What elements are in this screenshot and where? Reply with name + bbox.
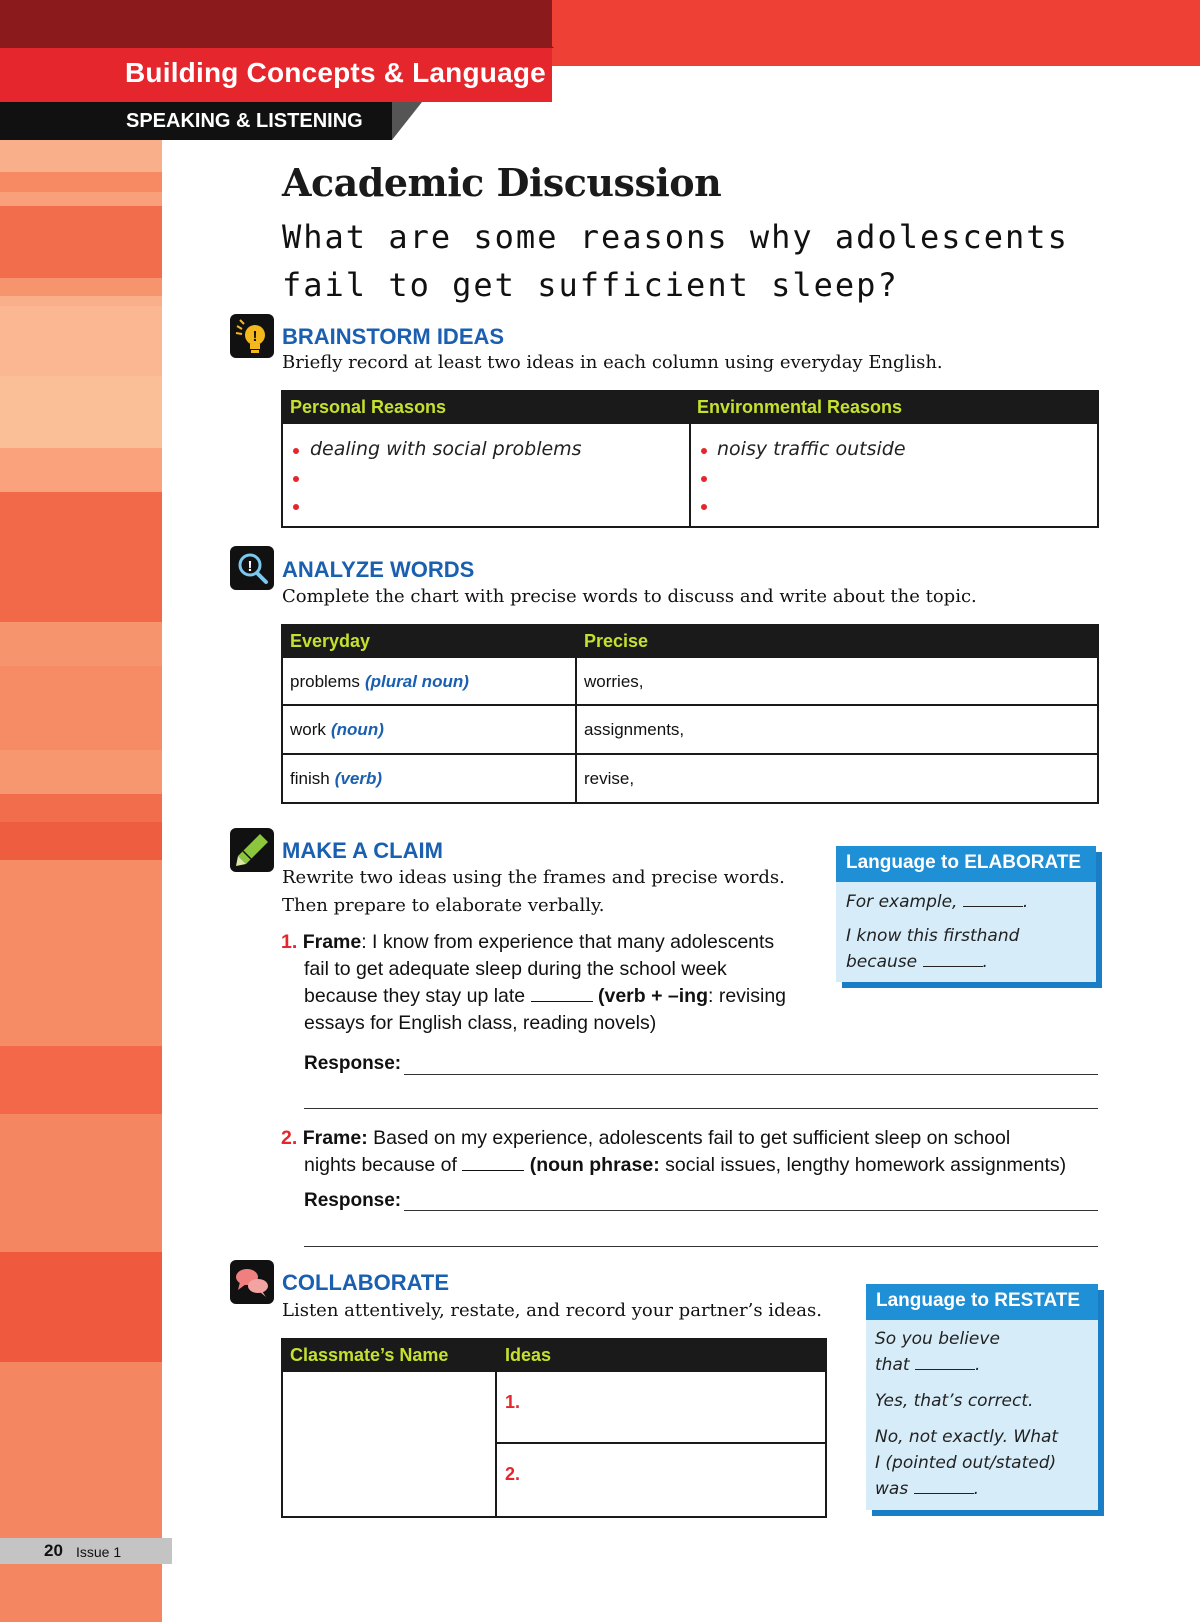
collaborate-table-header bbox=[281, 1338, 827, 1372]
magnifier-icon bbox=[230, 546, 274, 590]
collaborate-instruction: Listen attentively, restate, and record your partner’s ideas. bbox=[282, 1300, 822, 1321]
response-line[interactable] bbox=[304, 1108, 1098, 1109]
frame-2-text bbox=[281, 1152, 1101, 1179]
frame-1 bbox=[281, 929, 821, 1037]
series-title: Building Concepts & Language bbox=[125, 57, 546, 88]
frame-hint: : revising bbox=[708, 985, 787, 1007]
elaborate-box-title: Language to ELABORATE bbox=[846, 852, 1082, 873]
idea-1-label: 1. bbox=[505, 1392, 521, 1412]
part-of-speech: (verb) bbox=[334, 769, 383, 788]
precise-word[interactable]: assignments, bbox=[584, 720, 685, 739]
response-line[interactable] bbox=[304, 1246, 1098, 1247]
col-personal-reasons: Personal Reasons bbox=[290, 397, 447, 417]
frame-label: Frame: bbox=[302, 1127, 368, 1149]
restate-frame-text: that bbox=[875, 1355, 910, 1375]
fill-in-blank[interactable] bbox=[531, 987, 593, 1002]
precise-word[interactable]: worries, bbox=[584, 672, 644, 691]
frame-label: Frame bbox=[302, 931, 362, 953]
discussion-question-line1: What are some reasons why adolescents bbox=[282, 218, 1069, 256]
classmate-name-cell[interactable] bbox=[283, 1372, 495, 1516]
row-divider bbox=[281, 753, 1099, 755]
col-classmate-name: Classmate’s Name bbox=[290, 1345, 449, 1365]
brainstorm-title: BRAINSTORM IDEAS bbox=[282, 324, 505, 349]
frame-1-text: because they stay up late bbox=[304, 985, 526, 1007]
frame-2-text: Based on my experience, adolescents fail to get sufficient sleep on school bbox=[367, 1127, 1011, 1149]
row-divider bbox=[281, 704, 1099, 706]
analyze-title: ANALYZE WORDS bbox=[282, 557, 475, 582]
analyze-divider bbox=[575, 624, 577, 804]
precise-word[interactable]: revise, bbox=[584, 769, 635, 788]
idea-2-label: 2. bbox=[505, 1464, 521, 1484]
subtitle-slant bbox=[392, 102, 422, 140]
response-label: Response: bbox=[304, 1053, 402, 1074]
frame-hint: social issues, lengthy homework assignments) bbox=[659, 1154, 1067, 1176]
svg-text:!: ! bbox=[247, 558, 253, 575]
claim-instruction-line1: Rewrite two ideas using the frames and precise words. bbox=[282, 867, 785, 888]
bullet bbox=[293, 448, 299, 454]
brainstorm-instruction: Briefly record at least two ideas in each column using everyday English. bbox=[282, 352, 943, 373]
frame-hint: (noun phrase: bbox=[529, 1154, 660, 1176]
part-of-speech: (plural noun) bbox=[365, 672, 469, 691]
elaborate-box-header bbox=[836, 846, 1096, 882]
bullet bbox=[701, 504, 707, 510]
bullet bbox=[293, 476, 299, 482]
frame-number: 1. bbox=[281, 931, 298, 953]
frame-1-text bbox=[281, 983, 821, 1010]
collaborate-title: COLLABORATE bbox=[282, 1270, 450, 1295]
frame-2 bbox=[281, 1125, 1101, 1179]
frame-hint: (verb + –ing bbox=[598, 985, 708, 1007]
fill-in-blank[interactable] bbox=[915, 1356, 975, 1370]
row-divider bbox=[495, 1442, 827, 1444]
lightbulb-icon bbox=[230, 314, 274, 358]
everyday-word: finish bbox=[290, 769, 330, 788]
restate-frame-text: was bbox=[875, 1479, 909, 1499]
left-stripe bbox=[0, 140, 162, 1600]
collaborate-divider bbox=[495, 1338, 497, 1518]
restate-box-header bbox=[866, 1284, 1098, 1320]
fill-in-blank[interactable] bbox=[963, 893, 1023, 907]
claim-instruction-line2: Then prepare to elaborate verbally. bbox=[282, 895, 605, 916]
discussion-question-line2: fail to get sufficient sleep? bbox=[282, 266, 899, 304]
page-number: 20 bbox=[44, 1541, 63, 1560]
everyday-word: work bbox=[290, 720, 326, 739]
page-title: Academic Discussion bbox=[282, 160, 722, 205]
header-band-right bbox=[552, 0, 1200, 66]
section-subtitle: SPEAKING & LISTENING bbox=[126, 110, 363, 132]
col-environmental-reasons: Environmental Reasons bbox=[697, 397, 903, 417]
restate-frame-text: No, not exactly. What bbox=[875, 1427, 1059, 1447]
response-line[interactable] bbox=[404, 1074, 1098, 1075]
bullet bbox=[293, 504, 299, 510]
brainstorm-divider bbox=[689, 390, 691, 528]
fill-in-blank[interactable] bbox=[923, 953, 983, 967]
issue-label: Issue 1 bbox=[76, 1544, 122, 1560]
response-line[interactable] bbox=[404, 1210, 1098, 1211]
frame-number: 2. bbox=[281, 1127, 298, 1149]
response-label: Response: bbox=[304, 1190, 402, 1211]
svg-text:!: ! bbox=[252, 328, 258, 345]
col-precise: Precise bbox=[584, 631, 649, 651]
speech-bubbles-icon bbox=[230, 1260, 274, 1304]
col-ideas: Ideas bbox=[505, 1345, 552, 1365]
frame-2-text: nights because of bbox=[304, 1154, 457, 1176]
frame-1-text: : I know from experience that many adolescents bbox=[361, 931, 775, 953]
table-row bbox=[290, 672, 469, 692]
table-row bbox=[290, 720, 384, 740]
header-slant bbox=[470, 0, 560, 52]
analyze-table-header bbox=[281, 624, 1099, 658]
environmental-reason-entry[interactable]: noisy traffic outside bbox=[717, 438, 906, 460]
table-row bbox=[290, 769, 382, 789]
fill-in-blank[interactable] bbox=[914, 1480, 974, 1494]
elaborate-frame-text: because bbox=[846, 952, 918, 972]
restate-frame-text: I (pointed out/stated) bbox=[875, 1453, 1057, 1473]
restate-frames: So you believe that . Yes, that’s correct. No, not exactly. What I (pointed out/stated) was . bbox=[875, 1326, 1095, 1502]
claim-title: MAKE A CLAIM bbox=[282, 838, 443, 863]
frame-1-text: essays for English class, reading novels) bbox=[304, 1012, 657, 1034]
elaborate-frame-text: For example, bbox=[846, 892, 958, 912]
everyday-word: problems bbox=[290, 672, 360, 691]
elaborate-frames: For example, . I know this firsthand because . bbox=[846, 889, 1091, 975]
col-everyday: Everyday bbox=[290, 631, 371, 651]
personal-reason-entry[interactable]: dealing with social problems bbox=[310, 438, 582, 460]
bullet bbox=[701, 476, 707, 482]
frame-1-text: fail to get adequate sleep during the school week bbox=[304, 958, 727, 980]
restate-box-title: Language to RESTATE bbox=[876, 1290, 1081, 1311]
elaborate-frame-text: I know this firsthand bbox=[846, 926, 1020, 946]
pencil-icon bbox=[230, 828, 274, 872]
restate-frame-text: So you believe bbox=[875, 1329, 1000, 1349]
part-of-speech: (noun) bbox=[331, 720, 384, 739]
restate-frame-text: Yes, that’s correct. bbox=[875, 1391, 1034, 1411]
analyze-instruction: Complete the chart with precise words to discuss and write about the topic. bbox=[282, 586, 977, 607]
fill-in-blank[interactable] bbox=[462, 1156, 524, 1171]
bullet bbox=[701, 448, 707, 454]
